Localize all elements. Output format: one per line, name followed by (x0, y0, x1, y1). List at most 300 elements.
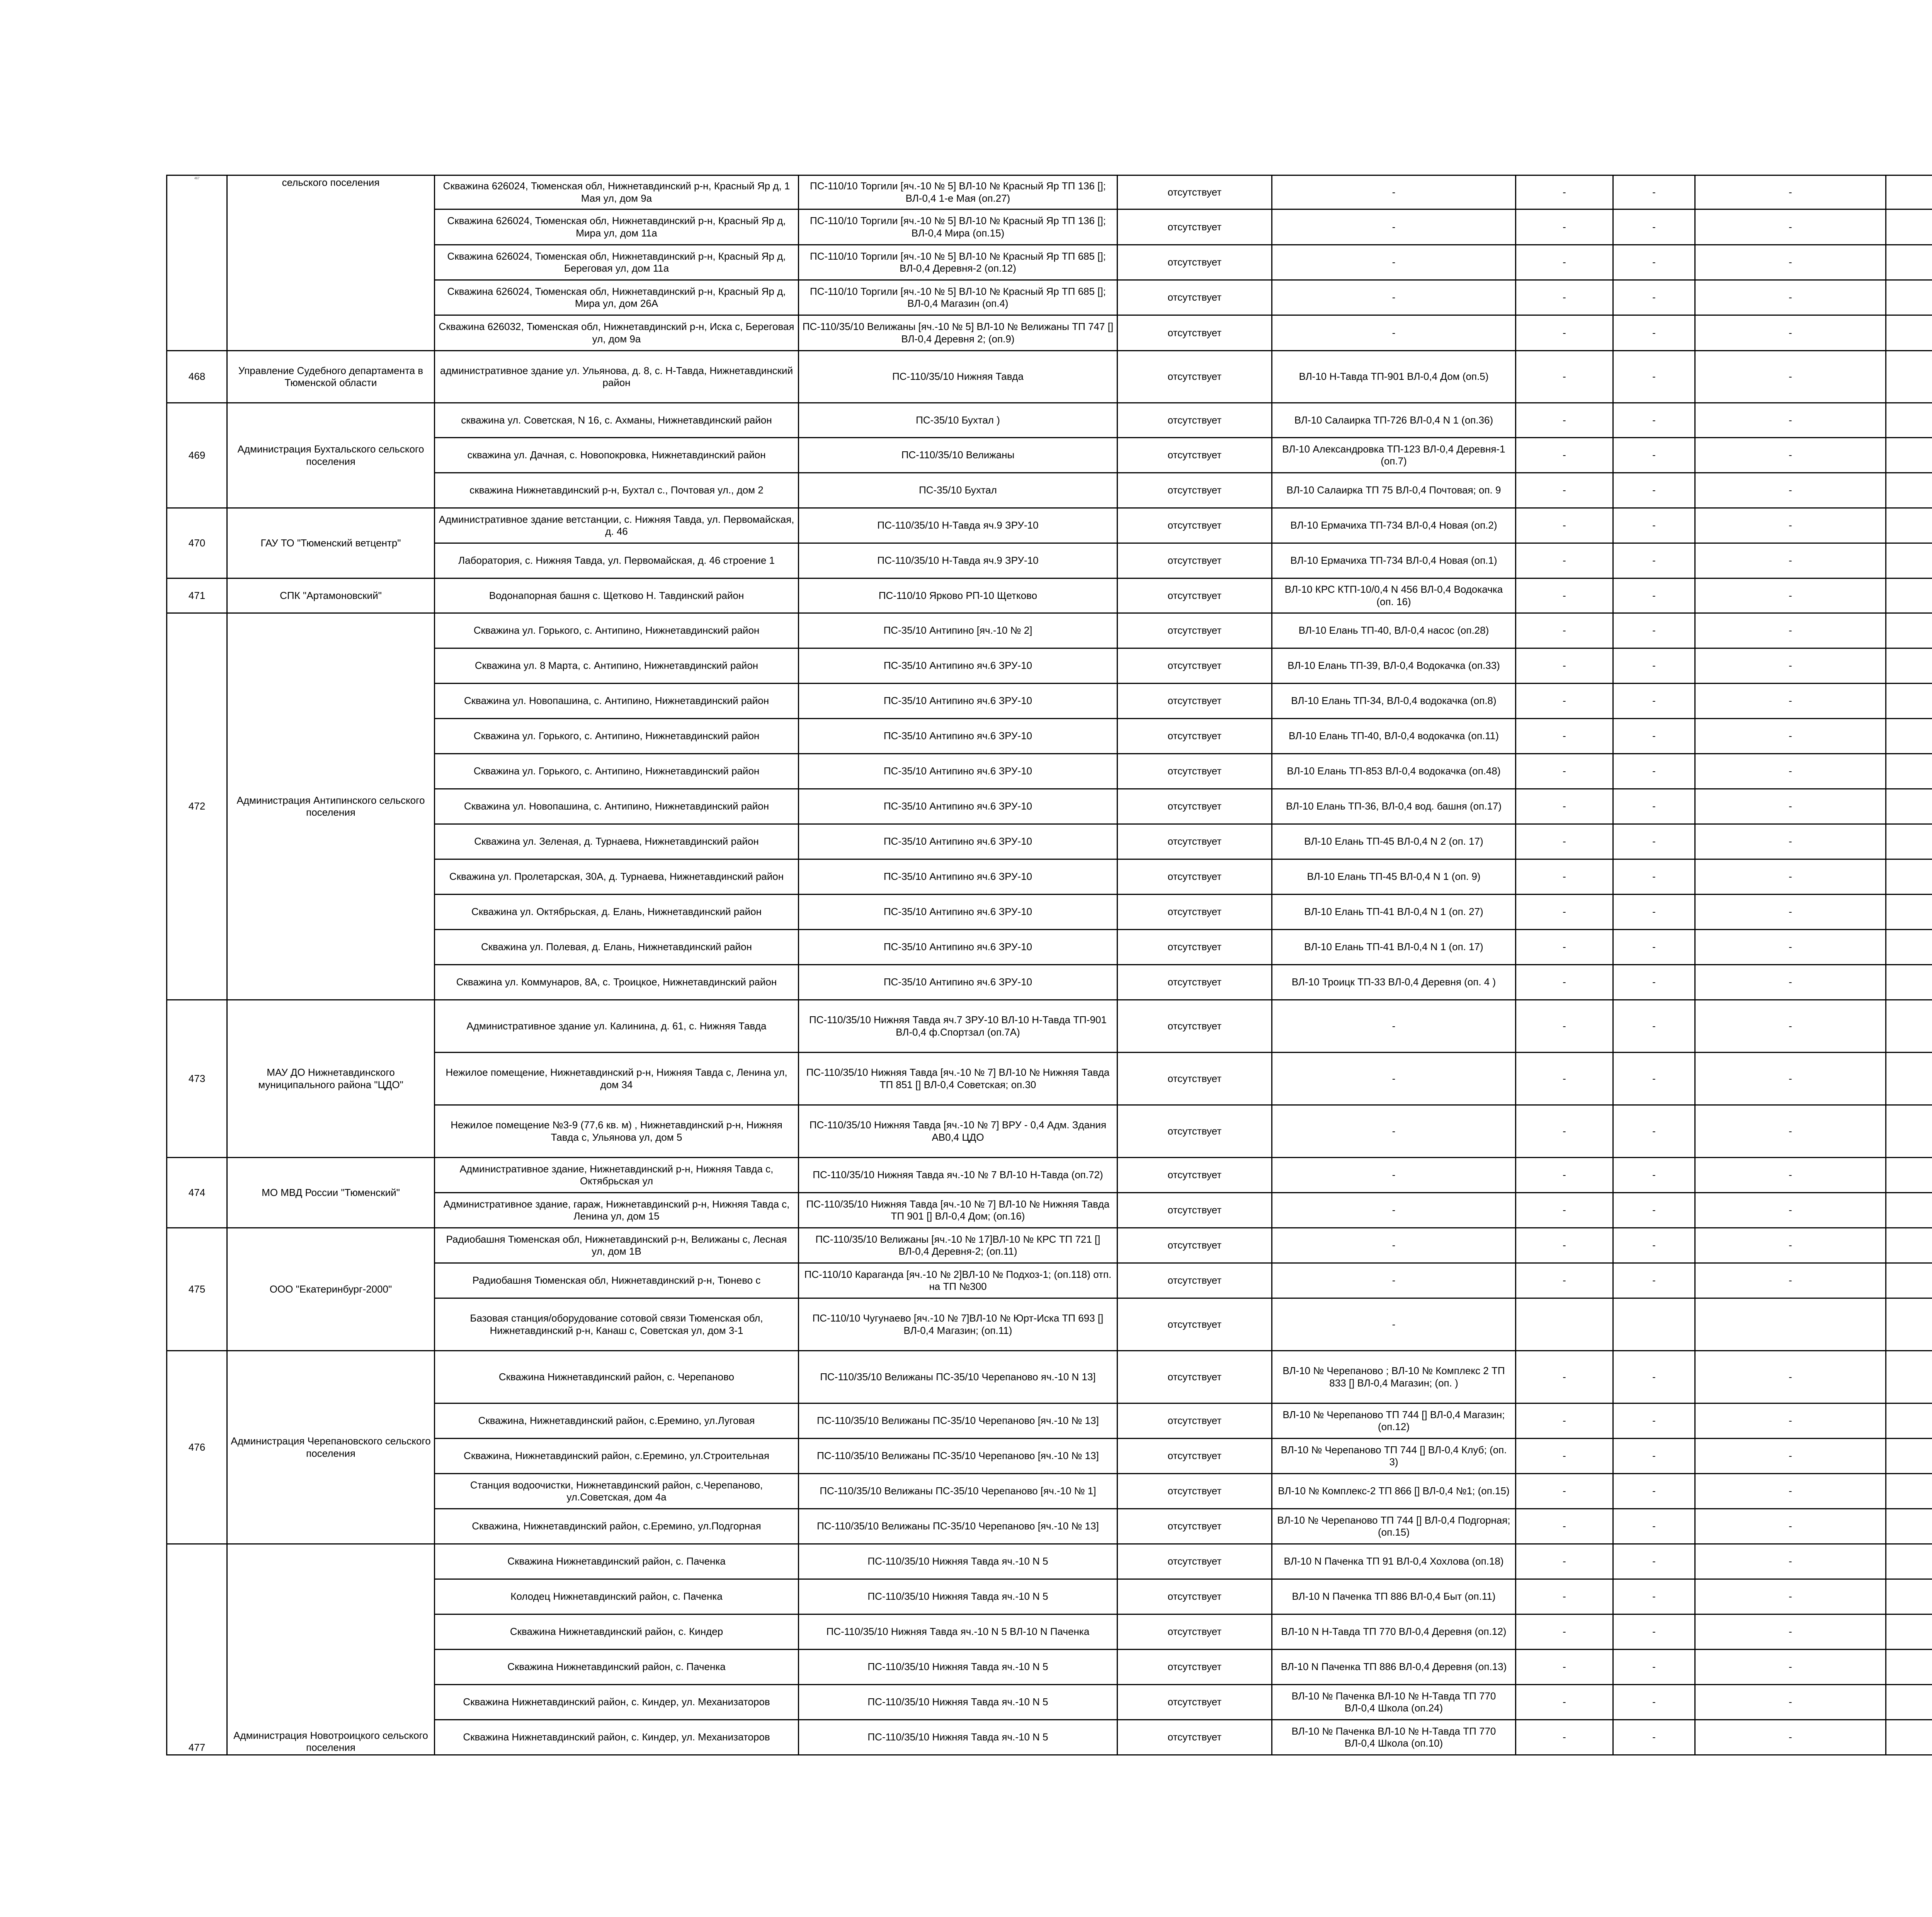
line-cell: ВЛ-10 № Черепаново ТП 744 [] ВЛ-0,4 Подгорная; (оп.15) (1272, 1509, 1516, 1544)
status-cell: отсутствует (1117, 1474, 1272, 1509)
substation-cell: ПС-110/35/10 Нижняя Тавда [яч.-10 № 7] ВЛ-10 № Нижняя Тавда ТП 851 [] ВЛ-0,4 Советская; оп.30 (799, 1053, 1117, 1105)
col7-cell: - (1613, 824, 1695, 859)
col6-cell: - (1516, 1544, 1613, 1579)
col8-cell: - (1695, 1509, 1886, 1544)
col7-cell: - (1613, 1193, 1695, 1228)
col8-cell: - (1695, 1650, 1886, 1685)
substation-cell: ПС-110/35/10 Велижаны ПС-35/10 Черепаново [яч.-10 № 1] (799, 1474, 1117, 1509)
line-cell: - (1272, 1053, 1516, 1105)
col8-cell: - (1695, 859, 1886, 895)
col7-cell: - (1613, 1614, 1695, 1650)
substation-cell: ПС-110/35/10 Нижняя Тавда яч.-10 N 5 ВЛ-10 N Паченка (799, 1614, 1117, 1650)
line-cell: ВЛ-10 Елань ТП-45 ВЛ-0,4 N 2 (оп. 17) (1272, 824, 1516, 859)
col8-cell: - (1695, 613, 1886, 648)
col6-cell: - (1516, 438, 1613, 473)
status-cell: отсутствует (1117, 1439, 1272, 1474)
col6-cell: - (1516, 1509, 1613, 1544)
substation-cell: ПС-110/35/10 Велижаны ПС-35/10 Черепаново [яч.-10 № 13] (799, 1439, 1117, 1474)
col6-cell: - (1516, 1403, 1613, 1439)
row-number-cell: 476 (167, 1351, 227, 1544)
object-cell: Скважина ул. Новопашина, с. Антипино, Нижнетавдинский район (435, 789, 799, 824)
organization-cell: МО МВД России "Тюменский" (227, 1158, 435, 1228)
status-cell: отсутствует (1117, 613, 1272, 648)
col8-cell: - (1695, 1474, 1886, 1509)
col6-cell: - (1516, 895, 1613, 930)
col9-cell (1886, 1474, 1932, 1509)
col9-cell (1886, 1544, 1932, 1579)
table-row (167, 351, 1932, 403)
col8-cell: - (1695, 508, 1886, 543)
row-number-cell: 470 (167, 508, 227, 578)
col7-cell: - (1613, 1228, 1695, 1263)
col8-cell: - (1695, 648, 1886, 684)
organization-cell: ГАУ ТО "Тюменский ветцентр" (227, 508, 435, 578)
col8-cell: - (1695, 1614, 1886, 1650)
col6-cell: - (1516, 930, 1613, 965)
status-cell: отсутствует (1117, 1158, 1272, 1193)
col9-cell (1886, 648, 1932, 684)
object-cell: Лаборатория, с. Нижняя Тавда, ул. Первомайская, д. 46 строение 1 (435, 543, 799, 578)
col7-cell: - (1613, 1000, 1695, 1053)
col7-cell: - (1613, 315, 1695, 351)
col6-cell: - (1516, 824, 1613, 859)
col7-cell: - (1613, 895, 1695, 930)
substation-cell: ПС-35/10 Антипино яч.6 ЗРУ-10 (799, 684, 1117, 719)
substation-cell: ПС-110/35/10 Н-Тавда яч.9 ЗРУ-10 (799, 543, 1117, 578)
col7-cell: - (1613, 403, 1695, 438)
object-cell: Скважина, Нижнетавдинский район, с.Еремино, ул.Строительная (435, 1439, 799, 1474)
col7-cell: - (1613, 508, 1695, 543)
object-cell: Скважина ул. Октябрьская, д. Елань, Нижнетавдинский район (435, 895, 799, 930)
object-cell: Скважина 626024, Тюменская обл, Нижнетавдинский р-н, Красный Яр д, Мира ул, дом 11а (435, 209, 799, 245)
substation-cell: ПС-35/10 Антипино яч.6 ЗРУ-10 (799, 930, 1117, 965)
col9-cell (1886, 351, 1932, 403)
object-cell: Скважина 626024, Тюменская обл, Нижнетавдинский р-н, Красный Яр д, 1 Мая ул, дом 9а (435, 175, 799, 209)
col7-cell: - (1613, 930, 1695, 965)
status-cell: отсутствует (1117, 1685, 1272, 1720)
organization-cell: Администрация Черепановского сельского поселения (227, 1351, 435, 1544)
line-cell: ВЛ-10 Елань ТП-41 ВЛ-0,4 N 1 (оп. 27) (1272, 895, 1516, 930)
status-cell: отсутствует (1117, 1509, 1272, 1544)
object-cell: Скважина ул. Пролетарская, 30А, д. Турнаева, Нижнетавдинский район (435, 859, 799, 895)
col9-cell (1886, 1351, 1932, 1403)
col8-cell: - (1695, 1544, 1886, 1579)
status-cell: отсутствует (1117, 245, 1272, 280)
col7-cell: - (1613, 719, 1695, 754)
col7-cell: - (1613, 438, 1695, 473)
col9-cell (1886, 754, 1932, 789)
line-cell: ВЛ-10 № Черепаново ТП 744 [] ВЛ-0,4 Клуб; (оп. 3) (1272, 1439, 1516, 1474)
status-cell: отсутствует (1117, 508, 1272, 543)
object-cell: Водонапорная башня с. Щетково Н. Тавдинский район (435, 578, 799, 613)
col9-cell (1886, 1579, 1932, 1614)
col9-cell (1886, 175, 1932, 209)
col9-cell (1886, 789, 1932, 824)
status-cell: отсутствует (1117, 1544, 1272, 1579)
col8-cell: - (1695, 315, 1886, 351)
substation-cell: ПС-110/35/10 Н-Тавда яч.9 ЗРУ-10 (799, 508, 1117, 543)
object-cell: Скважина ул. Горького, с. Антипино, Нижнетавдинский район (435, 719, 799, 754)
line-cell: ВЛ-10 Салаирка ТП 75 ВЛ-0,4 Почтовая; оп. 9 (1272, 473, 1516, 508)
col7-cell: - (1613, 1263, 1695, 1298)
col8-cell: - (1695, 895, 1886, 930)
line-cell: ВЛ-10 Елань ТП-41 ВЛ-0,4 N 1 (оп. 17) (1272, 930, 1516, 965)
status-cell: отсутствует (1117, 859, 1272, 895)
line-cell: ВЛ-10 Салаирка ТП-726 ВЛ-0,4 N 1 (оп.36) (1272, 403, 1516, 438)
col9-cell (1886, 1685, 1932, 1720)
object-cell: Скважина ул. Зеленая, д. Турнаева, Нижнетавдинский район (435, 824, 799, 859)
substation-cell: ПС-35/10 Антипино яч.6 ЗРУ-10 (799, 824, 1117, 859)
col8-cell: - (1695, 1403, 1886, 1439)
col7-cell: - (1613, 1685, 1695, 1720)
col8-cell: - (1695, 1053, 1886, 1105)
col6-cell: - (1516, 1579, 1613, 1614)
organization-cell: Администрация Антипинского сельского поселения (227, 613, 435, 1000)
col8-cell: - (1695, 473, 1886, 508)
col6-cell: - (1516, 1158, 1613, 1193)
object-cell: скважина ул. Дачная, с. Новопокровка, Нижнетавдинский район (435, 438, 799, 473)
object-cell: Базовая станция/оборудование сотовой связи Тюменская обл, Нижнетавдинский р-н, Канаш с, Советская ул, дом 3-1 (435, 1298, 799, 1351)
col7-cell: - (1613, 280, 1695, 315)
object-cell: Административное здание, Нижнетавдинский р-н, Нижняя Тавда с, Октябрьская ул (435, 1158, 799, 1193)
col9-cell (1886, 1720, 1932, 1755)
col9-cell (1886, 543, 1932, 578)
object-cell: скважина Нижнетавдинский р-н, Бухтал с., Почтовая ул., дом 2 (435, 473, 799, 508)
col7-cell: - (1613, 859, 1695, 895)
line-cell: - (1272, 209, 1516, 245)
table-row (167, 508, 1932, 543)
col9-cell (1886, 719, 1932, 754)
col7-cell: - (1613, 578, 1695, 613)
col7-cell: - (1613, 648, 1695, 684)
row-number-cell: 469 (167, 403, 227, 508)
object-cell: Скважина Нижнетавдинский район, с. Черепаново (435, 1351, 799, 1403)
organization-cell: ООО "Екатеринбург-2000" (227, 1228, 435, 1351)
col9-cell (1886, 438, 1932, 473)
col8-cell: - (1695, 1193, 1886, 1228)
substation-cell: ПС-110/35/10 Велижаны (799, 438, 1117, 473)
col8-cell: - (1695, 578, 1886, 613)
col8-cell: - (1695, 1263, 1886, 1298)
line-cell: ВЛ-10 Елань ТП-40, ВЛ-0,4 водокачка (оп.11) (1272, 719, 1516, 754)
substation-cell: ПС-35/10 Бухтал ) (799, 403, 1117, 438)
col9-cell (1886, 403, 1932, 438)
data-table (166, 175, 1932, 1755)
col6-cell: - (1516, 648, 1613, 684)
col8-cell: - (1695, 754, 1886, 789)
col7-cell: - (1613, 1720, 1695, 1755)
col6-cell: - (1516, 1228, 1613, 1263)
line-cell: ВЛ-10 Н-Тавда ТП-901 ВЛ-0,4 Дом (оп.5) (1272, 351, 1516, 403)
status-cell: отсутствует (1117, 895, 1272, 930)
col8-cell: - (1695, 438, 1886, 473)
substation-cell: ПС-35/10 Антипино яч.6 ЗРУ-10 (799, 895, 1117, 930)
col6-cell: - (1516, 859, 1613, 895)
substation-cell: ПС-110/35/10 Нижняя Тавда яч.-10 N 5 (799, 1650, 1117, 1685)
status-cell: отсутствует (1117, 1351, 1272, 1403)
col7-cell: - (1613, 1474, 1695, 1509)
line-cell: ВЛ-10 № Черепаново ТП 744 [] ВЛ-0,4 Магазин; (оп.12) (1272, 1403, 1516, 1439)
col6-cell: - (1516, 965, 1613, 1000)
col6-cell: - (1516, 613, 1613, 648)
organization-cell: МАУ ДО Нижнетавдинского муниципального района "ЦДО" (227, 1000, 435, 1158)
col8-cell: - (1695, 1720, 1886, 1755)
substation-cell: ПС-110/35/10 Нижняя Тавда яч.-10 N 5 (799, 1579, 1117, 1614)
line-cell: ВЛ-10 КРС КТП-10/0,4 N 456 ВЛ-0,4 Водокачка (оп. 16) (1272, 578, 1516, 613)
line-cell: - (1272, 1000, 1516, 1053)
substation-cell: ПС-35/10 Антипино яч.6 ЗРУ-10 (799, 648, 1117, 684)
status-cell: отсутствует (1117, 930, 1272, 965)
object-cell: Скважина ул. Горького, с. Антипино, Нижнетавдинский район (435, 754, 799, 789)
substation-cell: ПС-35/10 Антипино яч.6 ЗРУ-10 (799, 789, 1117, 824)
col6-cell: - (1516, 508, 1613, 543)
substation-cell: ПС-110/10 Ярково РП-10 Щетково (799, 578, 1117, 613)
col6-cell: - (1516, 1614, 1613, 1650)
col9-cell (1886, 245, 1932, 280)
row-number-cell: 474 (167, 1158, 227, 1228)
col6-cell: - (1516, 280, 1613, 315)
col7-cell: - (1613, 245, 1695, 280)
table-row (167, 175, 1932, 209)
line-cell: - (1272, 280, 1516, 315)
object-cell: Скважина Нижнетавдинский район, с. Киндер, ул. Механизаторов (435, 1720, 799, 1755)
col9-cell (1886, 1298, 1932, 1351)
col9-cell (1886, 1000, 1932, 1053)
col9-cell (1886, 895, 1932, 930)
col8-cell: - (1695, 1685, 1886, 1720)
substation-cell: ПС-110/35/10 Велижаны ПС-35/10 Черепаново яч.-10 N 13] (799, 1351, 1117, 1403)
status-cell: отсутствует (1117, 648, 1272, 684)
table-row (167, 403, 1932, 438)
row-number-cell: 473 (167, 1000, 227, 1158)
col7-cell: - (1613, 473, 1695, 508)
line-cell: ВЛ-10 Троицк ТП-33 ВЛ-0,4 Деревня (оп. 4 ) (1272, 965, 1516, 1000)
object-cell: Скважина 626032, Тюменская обл, Нижнетавдинский р-н, Иска с, Береговая ул, дом 9а (435, 315, 799, 351)
object-cell: скважина ул. Советская, N 16, с. Ахманы, Нижнетавдинский район (435, 403, 799, 438)
line-cell: - (1272, 315, 1516, 351)
col6-cell (1516, 1298, 1613, 1351)
object-cell: Административное здание ул. Калинина, д. 61, с. Нижняя Тавда (435, 1000, 799, 1053)
col6-cell: - (1516, 789, 1613, 824)
col6-cell: - (1516, 1439, 1613, 1474)
col9-cell (1886, 859, 1932, 895)
col7-cell: - (1613, 1544, 1695, 1579)
status-cell: отсутствует (1117, 1263, 1272, 1298)
col9-cell (1886, 315, 1932, 351)
line-cell: - (1272, 1298, 1516, 1351)
object-cell: Административное здание, гараж, Нижнетавдинский р-н, Нижняя Тавда с, Ленина ул, дом 15 (435, 1193, 799, 1228)
substation-cell: ПС-110/10 Торгили [яч.-10 № 5] ВЛ-10 № Красный Яр ТП 685 []; ВЛ-0,4 Деревня-2 (оп.12) (799, 245, 1117, 280)
col9-cell (1886, 684, 1932, 719)
col9-cell (1886, 508, 1932, 543)
substation-cell: ПС-110/35/10 Велижаны ПС-35/10 Черепаново [яч.-10 № 13] (799, 1509, 1117, 1544)
line-cell: ВЛ-10 Елань ТП-853 ВЛ-0,4 водокачка (оп.48) (1272, 754, 1516, 789)
col9-cell (1886, 1053, 1932, 1105)
row-number-cell: 472 (167, 613, 227, 1000)
line-cell: ВЛ-10 Елань ТП-40, ВЛ-0,4 насос (оп.28) (1272, 613, 1516, 648)
col8-cell: - (1695, 719, 1886, 754)
col7-cell: - (1613, 351, 1695, 403)
organization-cell: сельского поселения (227, 175, 435, 351)
col9-cell (1886, 1614, 1932, 1650)
col6-cell: - (1516, 1193, 1613, 1228)
col7-cell: - (1613, 1158, 1695, 1193)
substation-cell: ПС-35/10 Антипино [яч.-10 № 2] (799, 613, 1117, 648)
table-row (167, 1000, 1932, 1053)
col7-cell: - (1613, 1650, 1695, 1685)
col7-cell (1613, 1298, 1695, 1351)
object-cell: Скважина 626024, Тюменская обл, Нижнетавдинский р-н, Красный Яр д, Мира ул, дом 26А (435, 280, 799, 315)
col6-cell: - (1516, 351, 1613, 403)
status-cell: отсутствует (1117, 1053, 1272, 1105)
col9-cell (1886, 1105, 1932, 1158)
line-cell: ВЛ-10 № Черепаново ; ВЛ-10 № Комплекс 2 ТП 833 [] ВЛ-0,4 Магазин; (оп. ) (1272, 1351, 1516, 1403)
col7-cell: - (1613, 1579, 1695, 1614)
table-row (167, 1544, 1932, 1579)
object-cell: Скважина, Нижнетавдинский район, с.Еремино, ул.Луговая (435, 1403, 799, 1439)
col7-cell: - (1613, 613, 1695, 648)
col7-cell: - (1613, 754, 1695, 789)
col6-cell: - (1516, 719, 1613, 754)
col8-cell: - (1695, 1000, 1886, 1053)
col7-cell: - (1613, 209, 1695, 245)
line-cell: ВЛ-10 N Паченка ТП 91 ВЛ-0,4 Хохлова (оп.18) (1272, 1544, 1516, 1579)
object-cell: Нежилое помещение №3-9 (77,6 кв. м) , Нижнетавдинский р-н, Нижняя Тавда с, Ульянова ул, дом 5 (435, 1105, 799, 1158)
substation-cell: ПС-35/10 Антипино яч.6 ЗРУ-10 (799, 859, 1117, 895)
col8-cell: - (1695, 280, 1886, 315)
status-cell: отсутствует (1117, 543, 1272, 578)
object-cell: Скважина ул. 8 Марта, с. Антипино, Нижнетавдинский район (435, 648, 799, 684)
col8-cell: - (1695, 351, 1886, 403)
col8-cell: - (1695, 1228, 1886, 1263)
substation-cell: ПС-110/10 Торгили [яч.-10 № 5] ВЛ-10 № Красный Яр ТП 685 []; ВЛ-0,4 Магазин (оп.4) (799, 280, 1117, 315)
col8-cell: - (1695, 1105, 1886, 1158)
table-row (167, 1228, 1932, 1263)
col7-cell: - (1613, 684, 1695, 719)
col8-cell: - (1695, 1439, 1886, 1474)
col9-cell (1886, 1228, 1932, 1263)
col6-cell: - (1516, 684, 1613, 719)
col8-cell: - (1695, 403, 1886, 438)
col9-cell (1886, 1439, 1932, 1474)
col6-cell: - (1516, 1263, 1613, 1298)
col8-cell: - (1695, 824, 1886, 859)
status-cell: отсутствует (1117, 719, 1272, 754)
status-cell: отсутствует (1117, 965, 1272, 1000)
status-cell: отсутствует (1117, 1298, 1272, 1351)
col7-cell: - (1613, 1439, 1695, 1474)
col8-cell: - (1695, 965, 1886, 1000)
line-cell: - (1272, 1105, 1516, 1158)
status-cell: отсутствует (1117, 438, 1272, 473)
col7-cell: - (1613, 1105, 1695, 1158)
col9-cell (1886, 578, 1932, 613)
col7-cell: - (1613, 789, 1695, 824)
substation-cell: ПС-110/35/10 Нижняя Тавда яч.-10 N 5 (799, 1720, 1117, 1755)
col7-cell: - (1613, 1403, 1695, 1439)
object-cell: Скважина, Нижнетавдинский район, с.Еремино, ул.Подгорная (435, 1509, 799, 1544)
object-cell: Скважина ул. Коммунаров, 8А, с. Троицкое, Нижнетавдинский район (435, 965, 799, 1000)
object-cell: Радиобашня Тюменская обл, Нижнетавдинский р-н, Тюнево с (435, 1263, 799, 1298)
status-cell: отсутствует (1117, 175, 1272, 209)
substation-cell: ПС-110/10 Чугунаево [яч.-10 № 7]ВЛ-10 № Юрт-Иска ТП 693 [] ВЛ-0,4 Магазин; (оп.11) (799, 1298, 1117, 1351)
object-cell: Скважина ул. Полевая, д. Елань, Нижнетавдинский район (435, 930, 799, 965)
status-cell: отсутствует (1117, 351, 1272, 403)
col6-cell: - (1516, 315, 1613, 351)
col6-cell: - (1516, 1685, 1613, 1720)
substation-cell: ПС-110/10 Торгили [яч.-10 № 5] ВЛ-10 № Красный Яр ТП 136 []; ВЛ-0,4 Мира (оп.15) (799, 209, 1117, 245)
col6-cell: - (1516, 1351, 1613, 1403)
col9-cell (1886, 1193, 1932, 1228)
substation-cell: ПС-35/10 Бухтал (799, 473, 1117, 508)
col8-cell: - (1695, 1158, 1886, 1193)
col9-cell (1886, 930, 1932, 965)
status-cell: отсутствует (1117, 1105, 1272, 1158)
object-cell: Радиобашня Тюменская обл, Нижнетавдинский р-н, Велижаны с, Лесная ул, дом 1В (435, 1228, 799, 1263)
line-cell: ВЛ-10 Елань ТП-39, ВЛ-0,4 Водокачка (оп.33) (1272, 648, 1516, 684)
col9-cell (1886, 280, 1932, 315)
col9-cell (1886, 1403, 1932, 1439)
status-cell: отсутствует (1117, 1614, 1272, 1650)
status-cell: отсутствует (1117, 754, 1272, 789)
object-cell: Скважина Нижнетавдинский район, с. Киндер, ул. Механизаторов (435, 1685, 799, 1720)
col6-cell: - (1516, 175, 1613, 209)
table-row (167, 613, 1932, 648)
table-row (167, 578, 1932, 613)
substation-cell: ПС-35/10 Антипино яч.6 ЗРУ-10 (799, 754, 1117, 789)
line-cell: ВЛ-10 № Паченка ВЛ-10 № Н-Тавда ТП 770 ВЛ-0,4 Школа (оп.24) (1272, 1685, 1516, 1720)
substation-cell: ПС-110/35/10 Нижняя Тавда яч.-10 N 5 (799, 1544, 1117, 1579)
substation-cell: ПС-110/35/10 Нижняя Тавда [яч.-10 № 7] ВРУ - 0,4 Адм. Здания АВ0,4 ЦДО (799, 1105, 1117, 1158)
status-cell: отсутствует (1117, 824, 1272, 859)
col9-cell (1886, 965, 1932, 1000)
line-cell: ВЛ-10 N Н-Тавда ТП 770 ВЛ-0,4 Деревня (оп.12) (1272, 1614, 1516, 1650)
status-cell: отсутствует (1117, 1000, 1272, 1053)
col8-cell: - (1695, 1351, 1886, 1403)
object-cell: Скважина Нижнетавдинский район, с. Киндер (435, 1614, 799, 1650)
line-cell: ВЛ-10 Елань ТП-45 ВЛ-0,4 N 1 (оп. 9) (1272, 859, 1516, 895)
col7-cell: - (1613, 1351, 1695, 1403)
organization-cell: СПК "Артамоновский" (227, 578, 435, 613)
col6-cell: - (1516, 754, 1613, 789)
col9-cell (1886, 473, 1932, 508)
line-cell: ВЛ-10 № Комплекс-2 ТП 866 [] ВЛ-0,4 №1; (оп.15) (1272, 1474, 1516, 1509)
line-cell: - (1272, 245, 1516, 280)
object-cell: Нежилое помещение, Нижнетавдинский р-н, Нижняя Тавда с, Ленина ул, дом 34 (435, 1053, 799, 1105)
col9-cell (1886, 209, 1932, 245)
col8-cell (1695, 1298, 1886, 1351)
substation-cell: ПС-110/10 Караганда [яч.-10 № 2]ВЛ-10 № Подхоз-1; (оп.118) отп. на ТП №300 (799, 1263, 1117, 1298)
col7-cell: - (1613, 1509, 1695, 1544)
col6-cell: - (1516, 578, 1613, 613)
status-cell: отсутствует (1117, 1228, 1272, 1263)
line-cell: - (1272, 1158, 1516, 1193)
organization-cell: Управление Судебного департамента в Тюменской области (227, 351, 435, 403)
object-cell: Станция водоочистки, Нижнетавдинский район, с.Черепаново, ул.Советская, дом 4а (435, 1474, 799, 1509)
col6-cell: - (1516, 245, 1613, 280)
status-cell: отсутствует (1117, 789, 1272, 824)
substation-cell: ПС-110/35/10 Нижняя Тавда яч.7 ЗРУ-10 ВЛ-10 Н-Тавда ТП-901 ВЛ-0,4 ф.Спортзал (оп.7А) (799, 1000, 1117, 1053)
status-cell: отсутствует (1117, 1403, 1272, 1439)
col6-cell: - (1516, 543, 1613, 578)
substation-cell: ПС-110/35/10 Нижняя Тавда яч.-10 № 7 ВЛ-10 Н-Тавда (оп.72) (799, 1158, 1117, 1193)
organization-cell: Администрация Новотроицкого сельского поселения (227, 1544, 435, 1755)
col6-cell: - (1516, 1105, 1613, 1158)
status-cell: отсутствует (1117, 209, 1272, 245)
col7-cell: - (1613, 965, 1695, 1000)
object-cell: Колодец Нижнетавдинский район, с. Паченка (435, 1579, 799, 1614)
object-cell: Скважина ул. Горького, с. Антипино, Нижнетавдинский район (435, 613, 799, 648)
